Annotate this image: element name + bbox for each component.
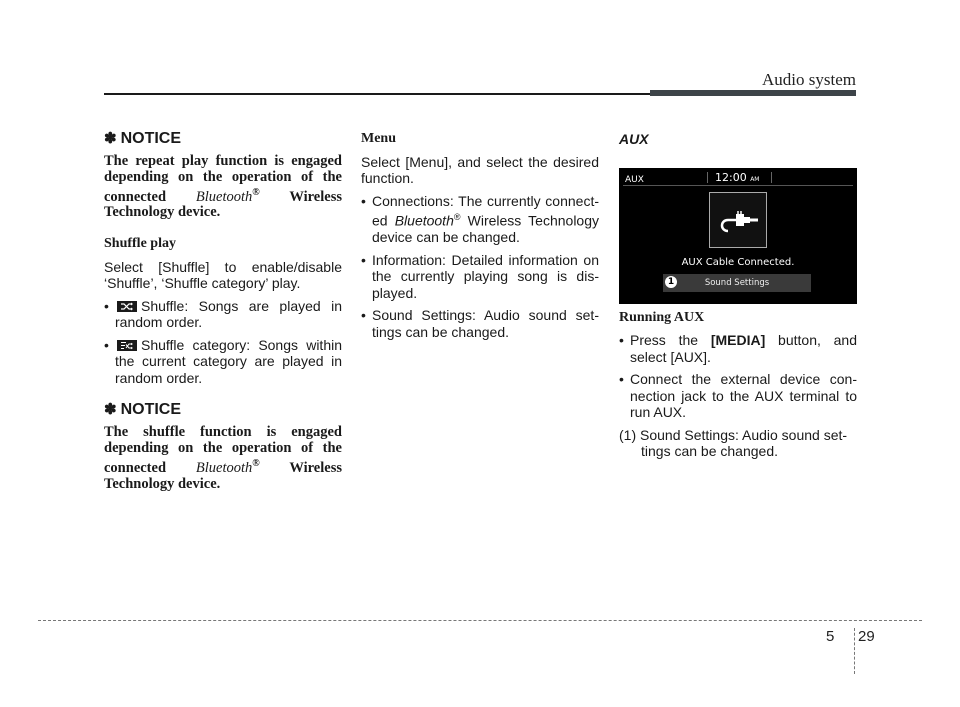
shuffle-intro: Select [Shuffle] to enable/disable ‘Shuffle’, ‘Shuffle category’ play. (104, 258, 342, 292)
item-number: (1) (619, 426, 637, 443)
list-item (104, 298, 342, 331)
registered-mark: ® (252, 457, 260, 469)
clock-ampm: AM (750, 175, 760, 183)
shuffle-category-icon (117, 340, 137, 351)
list-item-text: Shuffle: Songs are played in random order. (115, 297, 342, 331)
item-text: Sound Settings: Audio sound set-tings can be changed. (640, 426, 848, 459)
running-aux-heading: Running AUX (619, 309, 705, 325)
list-item: • Information: Detailed information on the currently playing song is dis-played. (361, 252, 599, 302)
list-item-text: button, and select [AUX]. (630, 332, 858, 365)
header-title: Audio system (762, 70, 856, 89)
notice-text (104, 153, 342, 221)
aux-cable-icon (709, 192, 767, 248)
menu-list (361, 193, 599, 341)
aux-screen-image (619, 168, 857, 304)
list-item (104, 337, 342, 387)
header-rule (104, 93, 650, 95)
list-item-text: Connections: The currently connect-ed (372, 192, 599, 229)
header-accent-bar (650, 90, 856, 96)
menu-intro: Select [Menu], and select the desired function. (361, 153, 599, 186)
clock-time: 12:00 (715, 170, 747, 184)
column-1 (104, 131, 342, 492)
page-number-divider (854, 628, 855, 674)
list-item (361, 193, 599, 246)
aux-list (619, 332, 857, 421)
footer-rule (38, 620, 922, 621)
screen-rule (623, 185, 853, 186)
media-key-label: [MEDIA] (710, 332, 766, 348)
list-item: • Connect the external device con-nection jack to the AUX terminal to run AUX. (619, 371, 857, 421)
shuffle-list (104, 298, 342, 387)
chapter-number: 5 (826, 628, 835, 645)
numbered-item (619, 427, 857, 460)
screen-mode-label: AUX (625, 174, 644, 185)
notice-text-part: Wireless Technology device. (104, 188, 342, 221)
notice-heading (104, 402, 342, 419)
list-item: • Sound Settings: Audio sound set-tings can be changed. (361, 307, 599, 340)
notice-mark-icon: ✽ (104, 130, 117, 147)
shuffle-heading: Shuffle play (104, 236, 176, 252)
screen-divider (707, 172, 708, 183)
brand-name: Bluetooth (195, 188, 253, 205)
list-item-text: Wireless Technology device can be changed. (372, 212, 599, 246)
screen-message: AUX Cable Connected. (681, 256, 795, 268)
column-2 (361, 131, 599, 346)
list-item (619, 332, 857, 365)
notice-mark-icon: ✽ (104, 401, 117, 419)
numbered-list (619, 427, 857, 460)
list-item-text: Shuffle category: Songs within the current category are played in random order. (115, 336, 342, 386)
menu-heading: Menu (361, 131, 396, 146)
brand-name: Bluetooth (394, 212, 454, 229)
notice-text (104, 424, 342, 492)
registered-mark: ® (453, 212, 461, 222)
sound-settings-button[interactable]: Sound Settings (663, 274, 811, 292)
notice-text-part: Wireless Technology device. (104, 459, 342, 492)
aux-title: AUX (619, 131, 649, 147)
brand-name: Bluetooth (195, 459, 253, 476)
notice-text-part: The shuffle function is engaged depending on the operation of the connected (104, 423, 342, 476)
shuffle-icon (117, 301, 137, 312)
callout-number: 1 (665, 276, 677, 288)
page-index: 29 (858, 628, 875, 645)
screen-divider (771, 172, 772, 183)
registered-mark: ® (252, 186, 260, 198)
list-item-text: Press the (630, 332, 711, 348)
notice-heading (104, 131, 342, 148)
notice-label: NOTICE (120, 401, 182, 419)
notice-text-part: The repeat play function is engaged depending on the operation of the connected (104, 152, 342, 205)
notice-label: NOTICE (120, 130, 182, 147)
column-3 (619, 131, 857, 466)
